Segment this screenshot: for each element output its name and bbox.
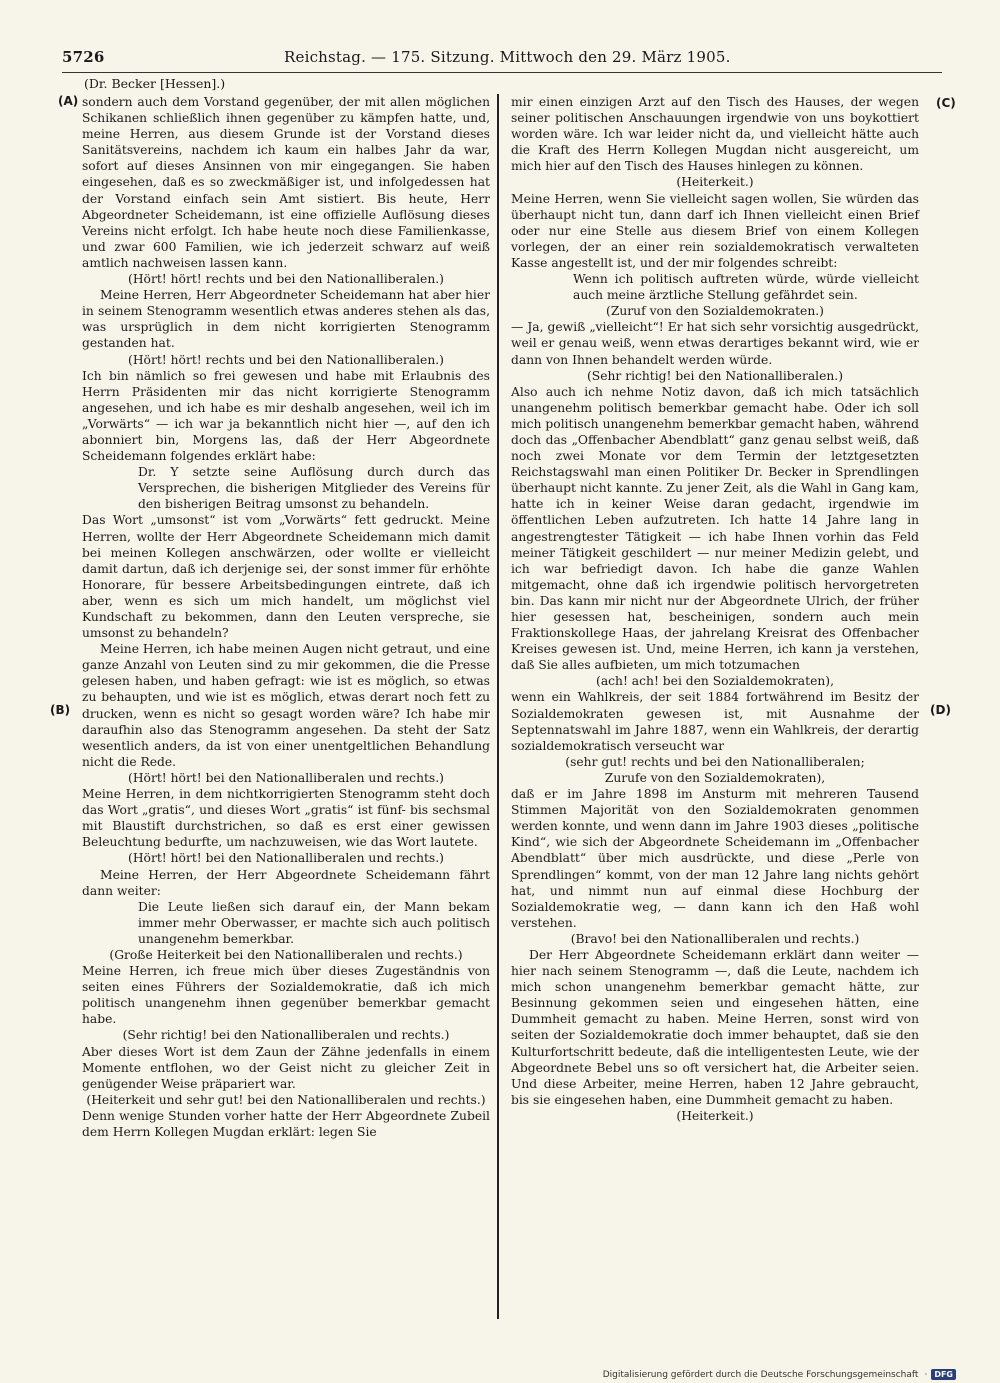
interjection: (Hört! hört! rechts und bei den Nationalliberalen.) bbox=[128, 272, 444, 287]
quoted-passage: Wenn ich politisch auftreten würde, würde vielleicht auch meine ärztliche Stellung gefährdet sein. bbox=[573, 272, 919, 303]
paragraph: Aber dieses Wort ist dem Zaun der Zähne jedenfalls in einem Momente entflohen, wo der Geist nicht zu gleicher Zeit in genügender Weise präpariert war. bbox=[82, 1044, 490, 1091]
quoted-passage: Dr. Y setzte seine Auflösung durch durch das Versprechen, die bisherigen Mitglieder des Vereins für den bisherigen Beitrag umsonst zu behandeln. bbox=[138, 465, 490, 512]
speaker-label: (Dr. Becker [Hessen].) bbox=[84, 76, 226, 91]
paragraph: Also auch ich nehme Notiz davon, daß ich mich tatsächlich unangenehm politisch bemerkbar gemacht habe. Oder ich soll mich politisch unangenehm bemerkbar gemacht haben, während doch das „Offenbacher Abendblatt“ ganz genau selbst weiß, daß noch zwei Monate vor dem Termin der letztgesetzten Reichstagswahl man einen Politiker Dr. Becker in Sprendlingen überhaupt nicht kannte. Zu jener Zeit, als die Wahl in Gang kam, hatte ich in keiner Weise daran gedacht, irgendwie im öffentlichen Leben aufzutreten. Ich hatte 14 Jahre lang in angestrengtester Tätigkeit — ich habe Ihnen vorhin das Feld meiner Tätigkeit geschildert — nur meiner Medizin gelebt, und ich war befriedigt davon. Ich habe die ganze Wahlen mitgemacht, ohne daß ich irgendwie politisch hervorgetreten bin. Das kann mir nicht nur der Abgeordnete Ulrich, der früher hier gesessen hat, bescheinigen, sondern auch mein Fraktionskollege Haas, der jahrelang Kreisrat des Offenbacher Kreises gewesen ist. Und, meine Herren, ich kann ja verstehen, daß Sie alles aufbieten, um mich totzumachen bbox=[511, 384, 919, 673]
paragraph: Meine Herren, ich habe meinen Augen nicht getraut, und eine ganze Anzahl von Leuten sind zu mir gekommen, die die Presse gelesen haben, und haben gefragt: wie ist es möglich, so etwas zu behaupten, und wie ist es möglich, etwas derart noch fett zu drucken, wenn es nicht so gesagt worden wäre? Ich habe mir daraufhin also das Stenogramm angesehen. Da steht der Satz wesentlich anders, da ist von einer unentgeltlichen Behandlung nicht die Rede. bbox=[82, 642, 490, 769]
interjection: (Heiterkeit.) bbox=[676, 1108, 754, 1123]
paragraph: Der Herr Abgeordnete Scheidemann erklärt dann weiter — hier nach seinem Stenogramm —, daß die Leute, nachdem ich mich schon unangenehm bemerkbar gemacht hätte, zur Besinnung gekommen seien und eingesehen hätten, eine Dummheit gemacht zu haben. Meine Herren, sonst wird von seiten der Sozialdemokratie doch immer behauptet, daß sie den Kulturfortschritt bedeute, daß die intelligentesten Leute, wie der Abgeordnete Bebel uns so oft versichert hat, die Arbeiter seien. Und diese Arbeiter, meine Herren, haben 12 Jahre gebraucht, bis sie eingesehen haben, eine Dummheit gemacht zu haben. bbox=[511, 947, 919, 1107]
quoted-passage: Die Leute ließen sich darauf ein, der Mann bekam immer mehr Oberwasser, er machte sich auch politisch unangenehm bemerkbar. bbox=[138, 899, 490, 946]
left-column bbox=[82, 94, 490, 1140]
interjection: (Heiterkeit und sehr gut! bei den Nationalliberalen und rechts.) bbox=[86, 1092, 486, 1107]
interjection: (sehr gut! rechts und bei den Nationalliberalen; bbox=[565, 754, 865, 769]
footer-text: Digitalisierung gefördert durch die Deutsche Forschungsgemeinschaft bbox=[602, 1369, 919, 1380]
interjection: (Große Heiterkeit bei den Nationalliberalen und rechts.) bbox=[109, 947, 463, 962]
column-divider bbox=[497, 94, 499, 1319]
paragraph: Meine Herren, ich freue mich über dieses Zugeständnis von seiten eines Führers der Sozialdemokratie, daß ich mich politisch unangenehm ihnen gegenüber bemerkbar gemacht habe. bbox=[82, 964, 490, 1027]
margin-marker-a: (A) bbox=[58, 94, 79, 108]
interjection: (Zuruf von den Sozialdemokraten.) bbox=[606, 304, 824, 319]
paragraph: Meine Herren, Herr Abgeordneter Scheidemann hat aber hier in seinem Stenogramm wesentlich etwas anderes stehen als das, was ursprüglich in dem nicht korrigierten Stenogramm gestanden hat. bbox=[82, 288, 490, 351]
interjection: (ach! ach! bei den Sozialdemokraten), bbox=[596, 674, 834, 689]
paragraph: wenn ein Wahlkreis, der seit 1884 fortwährend im Besitz der Sozialdemokraten gewesen ist, mit Ausnahme der Septennatswahl im Jahre 1887, wenn ein Wahlkreis, der derartig sozialdemokratisch verseucht war bbox=[511, 690, 919, 753]
paragraph: Ich bin nämlich so frei gewesen und habe mit Erlaubnis des Herrn Präsidenten mir das nicht korrigierte Stenogramm angesehen, und ich habe es mir deshalb angesehen, weil ich im „Vorwärts“ — ich war ja bekanntlich nicht hier —, auf den ich abonniert bin, Morgens las, daß der Herr Abgeordnete Scheidemann folgendes erklärt habe: bbox=[82, 368, 490, 464]
paragraph: sondern auch dem Vorstand gegenüber, der mit allen möglichen Schikanen schließlich ihnen gegenüber zu kämpfen hatte, und, meine Herren, aus diesem Grunde ist der Vorstand dieses Sanitätsvereins, nachdem ich kaum ein halbes Jahr da war, sofort auf dieses Ansinnen von mir eingegangen. Sie haben eingesehen, daß es so zweckmäßiger ist, und infolgedessen hat der Vorstand einfach sein Amt sistiert. Bis heute, Herr Abgeordneter Scheidemann, ist eine offizielle Auflösung dieses Vereins nicht erfolgt. Ich habe heute noch diese Familienkasse, und zwar 600 Familien, wie ich jederzeit schwarz auf weiß amtlich nachweisen lassen kann. bbox=[82, 95, 490, 270]
interjection: (Hört! hört! bei den Nationalliberalen und rechts.) bbox=[128, 851, 444, 866]
right-column bbox=[511, 94, 919, 1124]
page-number: 5726 bbox=[62, 48, 105, 66]
paragraph: — Ja, gewiß „vielleicht“! Er hat sich sehr vorsichtig ausgedrückt, weil er genau weiß, wenn etwas derartiges bekannt wird, wie er dann von Ihnen behandelt werden würde. bbox=[511, 320, 919, 367]
interjection: (Heiterkeit.) bbox=[676, 175, 754, 190]
header-rule bbox=[62, 72, 942, 73]
paragraph: Denn wenige Stunden vorher hatte der Herr Abgeordnete Zubeil dem Herrn Kollegen Mugdan erklärt: legen Sie bbox=[82, 1108, 490, 1139]
page-header bbox=[62, 48, 942, 70]
interjection: (Hört! hört! bei den Nationalliberalen und rechts.) bbox=[128, 770, 444, 785]
margin-marker-c: (C) bbox=[936, 96, 956, 110]
margin-marker-b: (B) bbox=[50, 703, 71, 717]
paragraph: Meine Herren, wenn Sie vielleicht sagen wollen, Sie würden das überhaupt nicht tun, dann darf ich Ihnen vielleicht einen Brief oder nur eine Stelle aus diesem Brief von einem Kollegen vorlegen, der an einer rein sozialdemokratisch verwalteten Kasse angestellt ist, und der mir folgendes schreibt: bbox=[511, 191, 919, 270]
paragraph: mir einen einzigen Arzt auf den Tisch des Hauses, der wegen seiner politischen Anschauungen irgendwie von uns boykottiert worden wäre. Ich war leider nicht da, und vielleicht hätte auch die Kraft des Herrn Kollegen Mugdan nicht ausgereicht, um mich hier auf den Tisch des Hauses hinlegen zu können. bbox=[511, 95, 919, 174]
dfg-logo: DFG bbox=[931, 1369, 956, 1380]
paragraph: Das Wort „umsonst“ ist vom „Vorwärts“ fett gedruckt. Meine Herren, wollte der Herr Abgeordnete Scheidemann mich damit bei meinen Kollegen anschwärzen, oder wollte er vielleicht damit dartun, daß ich derjenige sei, der sonst immer für erhöhte Honorare, für bessere Arbeitsbedingungen eintrete, daß ich aber, wenn es sich um mich handelt, um möglichst viel Kundschaft zu bekommen, dann den Leuten verspreche, sie umsonst zu behandeln? bbox=[82, 513, 490, 641]
interjection: (Sehr richtig! bei den Nationalliberalen und rechts.) bbox=[122, 1028, 450, 1043]
paragraph: Meine Herren, der Herr Abgeordnete Scheidemann fährt dann weiter: bbox=[82, 867, 490, 898]
interjection: Zurufe von den Sozialdemokraten), bbox=[604, 770, 826, 785]
interjection: (Bravo! bei den Nationalliberalen und rechts.) bbox=[570, 931, 860, 946]
interjection: (Hört! hört! rechts und bei den Nationalliberalen.) bbox=[128, 352, 444, 367]
footer: Digitalisierung gefördert durch die Deutsche Forschungsgemeinschaft · DFG bbox=[603, 1369, 956, 1380]
margin-marker-d: (D) bbox=[930, 703, 951, 717]
interjection: (Sehr richtig! bei den Nationalliberalen.) bbox=[586, 368, 843, 383]
paragraph: daß er im Jahre 1898 im Ansturm mit mehreren Tausend Stimmen Majorität von den Sozialdemokraten genommen werden konnte, und wenn dann im Jahre 1903 dieses „politische Kind“, wie sich der Abgeordnete Scheidemann im „Offenbacher Abendblatt“ über mich ausdrückte, und diese „Perle von Sprendlingen“ kommt, von der man 12 Jahre lang nichts gehört hat, und nimmt nun auf einmal diese Hochburg der Sozialdemokratie weg, — dann kann ich den Haß wohl verstehen. bbox=[511, 787, 919, 930]
paragraph: Meine Herren, in dem nichtkorrigierten Stenogramm steht doch das Wort „gratis“, und dieses Wort „gratis“ ist fünf- bis sechsmal mit Blaustift durchstrichen, so daß es erst einer gewissen Beleuchtung bedurfte, um nachzuweisen, wie das Wort lautete. bbox=[82, 787, 490, 850]
running-title: Reichstag. — 175. Sitzung. Mittwoch den 29. März 1905. bbox=[284, 48, 731, 66]
